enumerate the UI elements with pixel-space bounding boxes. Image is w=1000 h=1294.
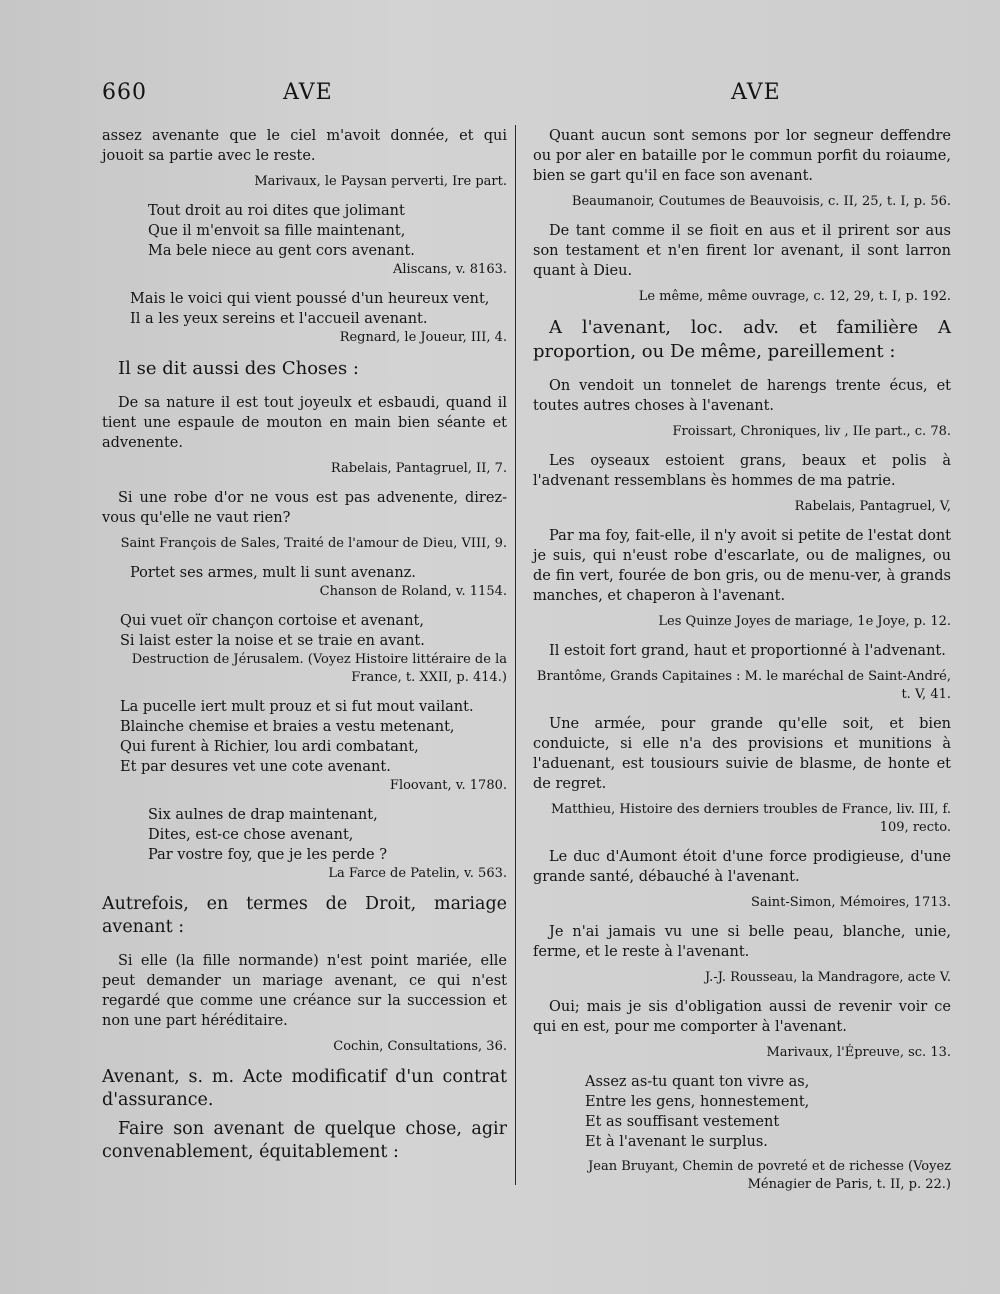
citation: Cochin, Consultations, 36. [333,1039,507,1054]
quote-paragraph: Il estoit fort grand, haut et proportionné à l'advenant. [549,643,946,659]
citation: Matthieu, Histoire des derniers troubles de France, liv. III, f. 109, recto. [551,802,951,835]
running-headword-left: AVE [283,80,333,105]
verse-line: Six aulnes de drap maintenant, [148,807,378,823]
quote-paragraph: Quant aucun sont semons por lor segneur deffendre ou por aler en bataille por le commun porfit du roiaume, bien se gart qu'il en face son avenant. [533,128,951,184]
verse-line: Il a les yeux sereins et l'accueil avenant. [130,311,428,327]
citation: Destruction de Jérusalem. (Voyez Histoire littéraire de la France, t. XXII, p. 414.) [131,652,507,685]
citation: Le même, même ouvrage, c. 12, 29, t. I, p. 192. [638,289,951,304]
quote-paragraph: Oui; mais je sis d'obligation aussi de revenir voir ce qui en est, pour me comporter à l'avenant. [533,999,951,1035]
verse-line: Assez as-tu quant ton vivre as, [585,1074,810,1090]
quote-paragraph: Si elle (la fille normande) n'est point mariée, elle peut demander un mariage avenant, ce qui n'est regardé que comme une créance sur la succession et non une part héréditaire. [102,953,507,1029]
section-heading: Il se dit aussi des Choses : [118,358,359,379]
verse-line: Entre les gens, honnestement, [585,1094,810,1110]
verse-line: Qui vuet oïr chançon cortoise et avenant, [120,613,424,629]
verse-line: Blainche chemise et braies a vestu metenant, [120,719,455,735]
citation: Regnard, le Joueur, III, 4. [339,330,507,345]
verse-line: La pucelle iert mult prouz et si fut mout vailant. [120,699,474,715]
verse-line: Que il m'envoit sa fille maintenant, [148,223,406,239]
verse-line: Ma bele niece au gent cors avenant. [148,243,415,259]
citation: Froissart, Chroniques, liv , IIe part., c. 78. [672,424,951,439]
entry-heading: Avenant, s. m. Acte modificatif d'un contrat d'assurance. [102,1067,507,1110]
quote-paragraph: Si une robe d'or ne vous est pas advenente, direz-vous qu'elle ne vaut rien? [102,490,507,526]
verse-line: Par vostre foy, que je les perde ? [148,847,387,863]
citation: J.-J. Rousseau, la Mandragore, acte V. [704,970,951,985]
citation: Floovant, v. 1780. [389,778,507,793]
verse-line: Dites, est-ce chose avenant, [148,827,354,843]
quote-paragraph: De tant comme il se fioit en aus et il prirent sor aus son testament et n'en firent lor avenant, il sont larron quant à Dieu. [533,223,951,279]
citation: Marivaux, le Paysan perverti, Ire part. [254,174,507,189]
citation: Chanson de Roland, v. 1154. [319,584,507,599]
quote-paragraph: Je n'ai jamais vu une si belle peau, blanche, unie, ferme, et le reste à l'avenant. [533,924,951,960]
citation: Aliscans, v. 8163. [393,262,507,277]
quote-paragraph: Le duc d'Aumont étoit d'une force prodigieuse, d'une grande santé, débauché à l'avenant. [533,849,951,885]
quote-paragraph: Les oyseaux estoient grans, beaux et polis à l'advenant ressemblans ès hommes de ma patrie. [533,453,951,489]
verse-line: Portet ses armes, mult li sunt avenanz. [130,565,416,581]
citation: Saint-Simon, Mémoires, 1713. [750,895,951,910]
citation: Rabelais, Pantagruel, II, 7. [330,461,507,476]
verse-line: Qui furent à Richier, lou ardi combatant, [120,739,419,755]
citation: Jean Bruyant, Chemin de povreté et de richesse (Voyez Ménagier de Paris, t. II, p. 22.) [588,1159,951,1192]
entry-heading: A l'avenant, loc. adv. et familière A proportion, ou De même, pareillement : [533,317,951,362]
right-column [533,126,951,1204]
section-heading: Autrefois, en termes de Droit, mariage avenant : [102,894,507,937]
quote-paragraph: assez avenante que le ciel m'avoit donnée, et qui jouoit sa partie avec le reste. [102,128,507,164]
citation: Saint François de Sales, Traité de l'amour de Dieu, VIII, 9. [120,536,507,551]
column-divider [515,125,516,1185]
left-column [102,126,507,1176]
citation: Marivaux, l'Épreuve, sc. 13. [766,1045,951,1060]
citation: Beaumanoir, Coutumes de Beauvoisis, c. II, 25, t. I, p. 56. [571,194,951,209]
definition: Faire son avenant de quelque chose, agir convenablement, équitablement : [102,1119,507,1162]
verse-line: Tout droit au roi dites que jolimant [148,203,405,219]
citation: Rabelais, Pantagruel, V, [794,499,951,514]
verse-line: Et as souffisant vestement [585,1114,780,1130]
quote-paragraph: Par ma foy, fait-elle, il n'y avoit si petite de l'estat dont je suis, qui n'eust robe d'escarlate, ou de malignes, ou de fin vert, fourée de bon gris, ou de menu-ver, à grands manches, et chaperon à l'avenant. [533,528,951,604]
quote-paragraph: Une armée, pour grande qu'elle soit, et bien conduicte, si elle n'a des provisions et munitions à l'aduenant, est tousiours suivie de blasme, de honte et de regret. [533,716,951,792]
citation: Brantôme, Grands Capitaines : M. le maréchal de Saint-André, t. V, 41. [536,669,951,702]
verse-line: Et à l'avenant le surplus. [585,1134,768,1150]
verse-line: Et par desures vet une cote avenant. [120,759,391,775]
verse-line: Si laist ester la noise et se traie en avant. [120,633,425,649]
verse-line: Mais le voici qui vient poussé d'un heureux vent, [130,291,490,307]
citation: La Farce de Patelin, v. 563. [328,866,507,881]
page-number: 660 [102,80,147,105]
running-headword-right: AVE [731,80,781,105]
citation: Les Quinze Joyes de mariage, 1e Joye, p. 12. [658,614,951,629]
quote-paragraph: On vendoit un tonnelet de harengs trente écus, et toutes autres choses à l'avenant. [533,378,951,414]
quote-paragraph: De sa nature il est tout joyeulx et esbaudi, quand il tient une espaule de mouton en main bien séante et advenente. [102,395,507,451]
